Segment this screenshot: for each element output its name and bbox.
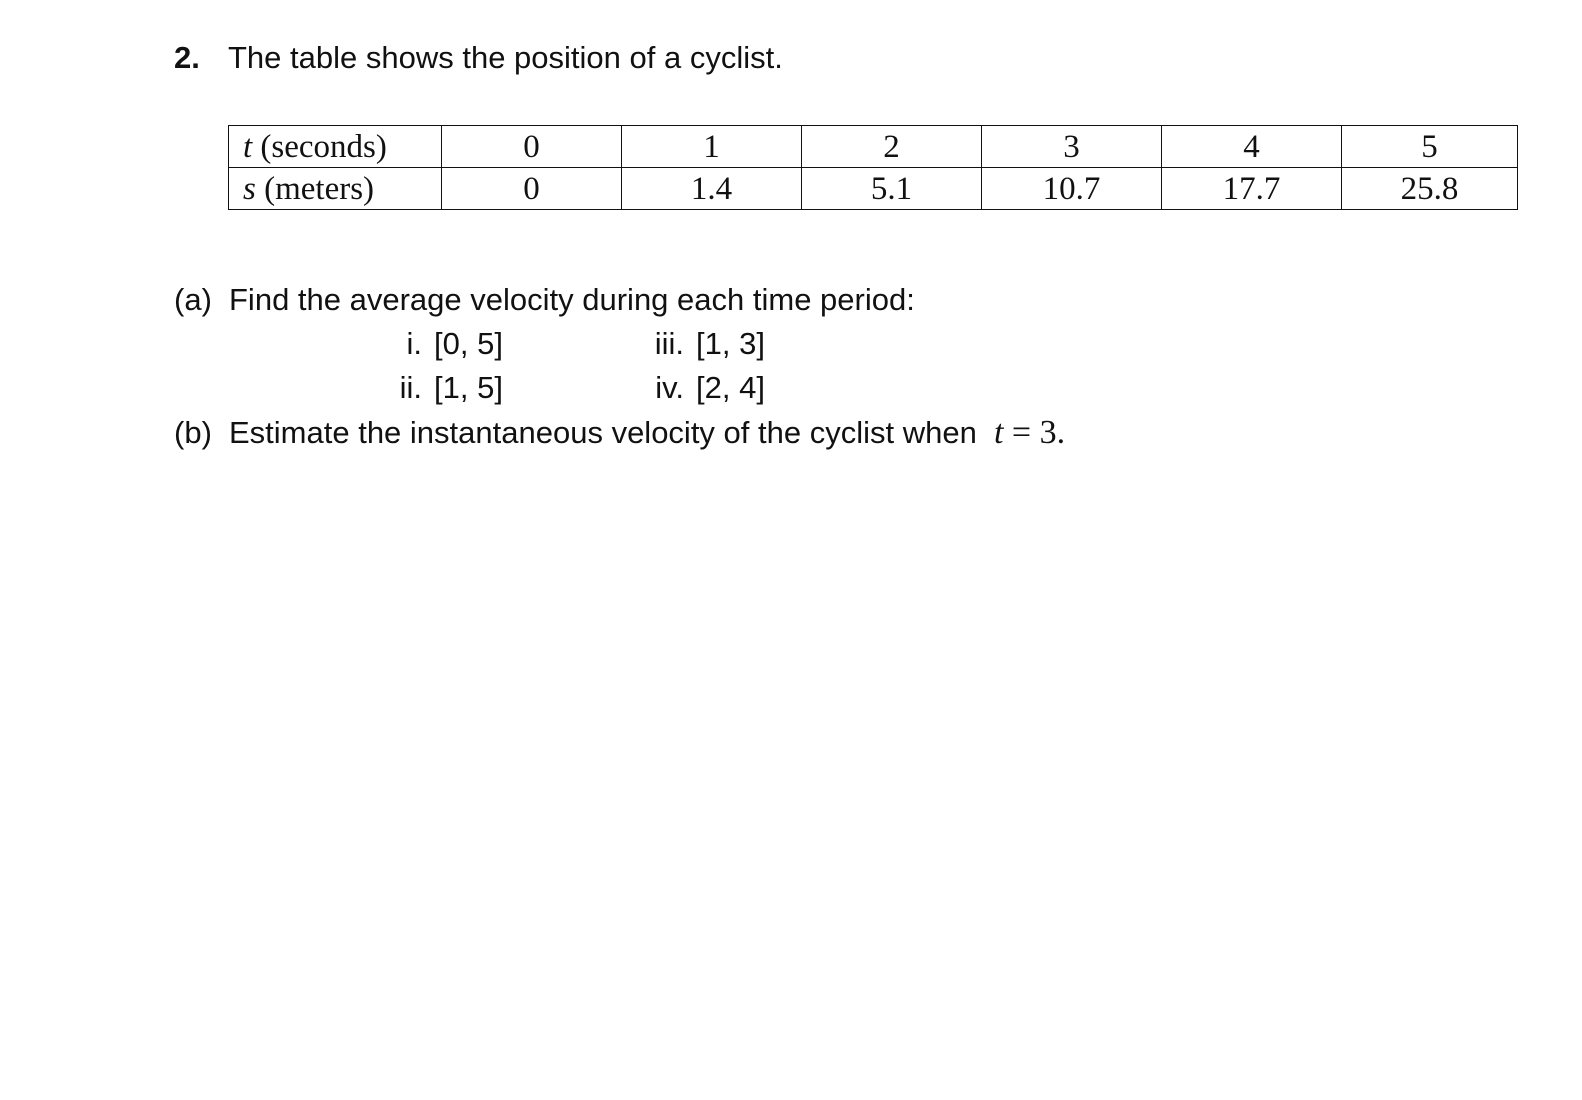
item-interval: [2, 4] — [696, 370, 765, 405]
question-number: 2. — [174, 40, 200, 75]
table-cell: 0 — [442, 126, 622, 168]
position-table — [228, 125, 1518, 210]
item-interval: [1, 3] — [696, 326, 765, 361]
table-cell: 4 — [1162, 126, 1342, 168]
table-cell: 1.4 — [622, 168, 802, 210]
item-numeral: iii. — [654, 326, 684, 361]
table-cell: 1 — [622, 126, 802, 168]
part-a-text: Find the average velocity during each time period: — [229, 282, 915, 317]
list-item — [378, 370, 503, 406]
table-row-position — [229, 168, 1518, 210]
table-cell: 5.1 — [802, 168, 982, 210]
question-text: The table shows the position of a cyclist. — [228, 40, 783, 75]
item-interval: [0, 5] — [434, 326, 503, 361]
item-numeral: i. — [406, 326, 422, 361]
equation: t = 3. — [993, 414, 1066, 451]
table-cell: 5 — [1342, 126, 1518, 168]
list-item — [640, 326, 765, 362]
part-a — [174, 282, 915, 318]
part-a-label: (a) — [174, 282, 212, 317]
part-b-label: (b) — [174, 415, 212, 450]
item-interval: [1, 5] — [434, 370, 503, 405]
table-cell: 10.7 — [982, 168, 1162, 210]
list-item — [640, 370, 765, 406]
row-header-time: t (seconds) — [229, 126, 442, 168]
table-cell: 25.8 — [1342, 168, 1518, 210]
part-b — [174, 414, 1065, 452]
table-cell: 17.7 — [1162, 168, 1342, 210]
row-header-position: s (meters) — [229, 168, 442, 210]
question-title — [174, 40, 783, 76]
table-row-time — [229, 126, 1518, 168]
item-numeral: ii. — [399, 370, 422, 405]
table-cell: 0 — [442, 168, 622, 210]
table-cell: 2 — [802, 126, 982, 168]
list-item — [378, 326, 503, 362]
table-cell: 3 — [982, 126, 1162, 168]
part-b-text: Estimate the instantaneous velocity of the cyclist when — [229, 415, 977, 450]
item-numeral: iv. — [655, 370, 684, 405]
